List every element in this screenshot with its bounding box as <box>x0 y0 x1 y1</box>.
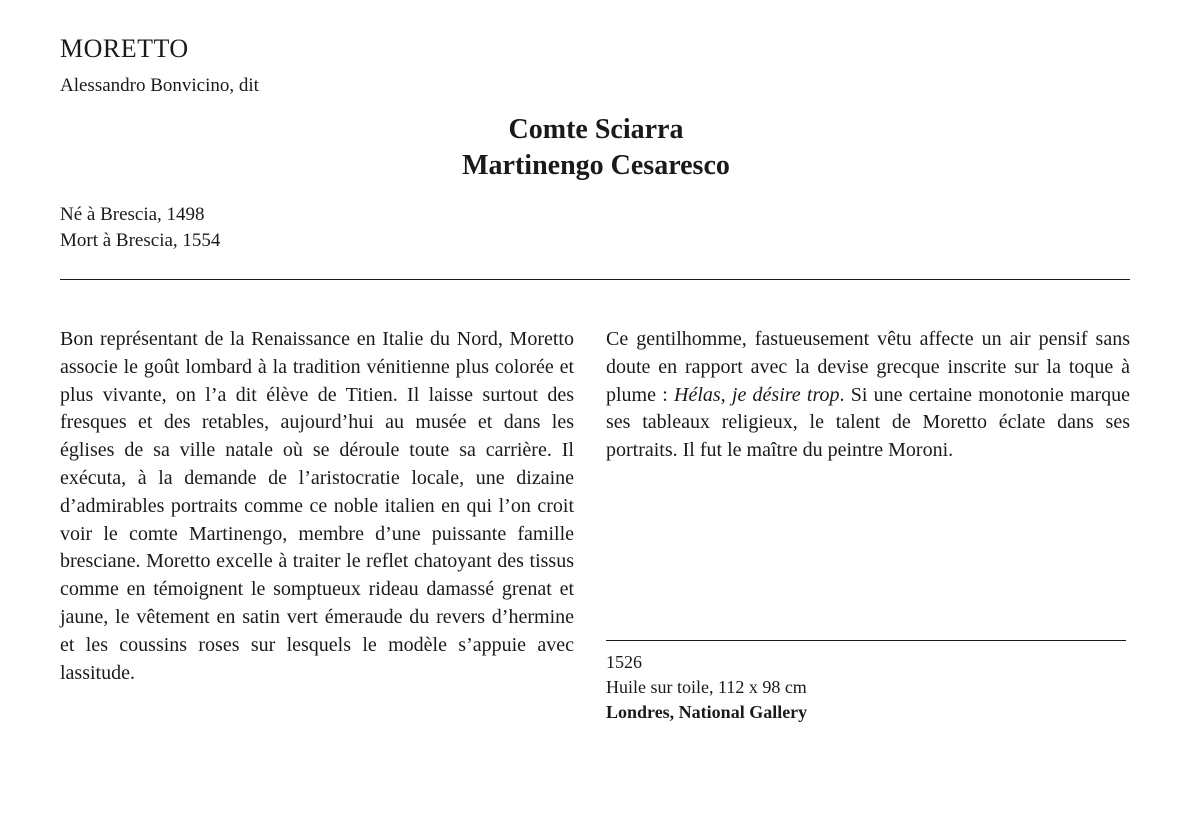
text-right-part-2: . Si une certaine monotonie marque ses tableaux religieux, le talent de Moretto éclate dans ses portraits. Il fut le maître du peintre Moroni. <box>606 383 1131 462</box>
birth-info: Né à Brescia, 1498 <box>60 204 205 225</box>
artwork-title <box>0 112 1192 184</box>
artist-life-dates <box>60 202 220 254</box>
artist-full-name: Alessandro Bonvicino, dit <box>60 75 259 96</box>
text-column-right <box>606 326 1130 465</box>
artwork-title-line-1: Comte Sciarra <box>508 114 684 145</box>
caption-year: 1526 <box>606 652 642 672</box>
caption-medium: Huile sur toile, 112 x 98 cm <box>606 677 807 697</box>
text-column-left: Bon représentant de la Renaissance en Italie du Nord, Moretto associe le goût lombard à la tradition vénitienne plus colorée et plus vivante, on l’a dit élève de Titien. Il laisse surtout des fresques et des retables, aujourd’hui au musée et dans les églises de sa ville natale où se déroule toute sa carrière. Il exécuta, à la demande de l’aristocratie locale, une dizaine d’admirables portraits comme ce noble italien en qui l’on croit voir le comte Martinengo, membre d’une puissante famille bresciane. Moretto excelle à traiter le reflet chatoyant des tissus comme en témoignent le somptueux rideau damassé grenat et jaune, le vêtement en satin vert émeraude du revers d’hermine et les coussins roses sur lesquels le modèle s’appuie avec lassitude. <box>60 328 574 684</box>
top-divider <box>60 279 1130 280</box>
artwork-title-line-2: Martinengo Cesaresco <box>462 150 730 181</box>
artist-name: MORETTO <box>60 34 189 63</box>
text-right-part-1: Ce gentilhomme, fastueusement vêtu affecte un air pensif sans doute en rapport avec la devise grecque inscrite sur la toque à plume : <box>606 328 1130 406</box>
caption-divider <box>606 640 1126 641</box>
caption-location: Londres, National Gallery <box>606 702 808 722</box>
artwork-caption <box>606 650 807 725</box>
greek-motto: Hélas, je désire trop <box>674 383 840 406</box>
death-info: Mort à Brescia, 1554 <box>60 230 221 251</box>
